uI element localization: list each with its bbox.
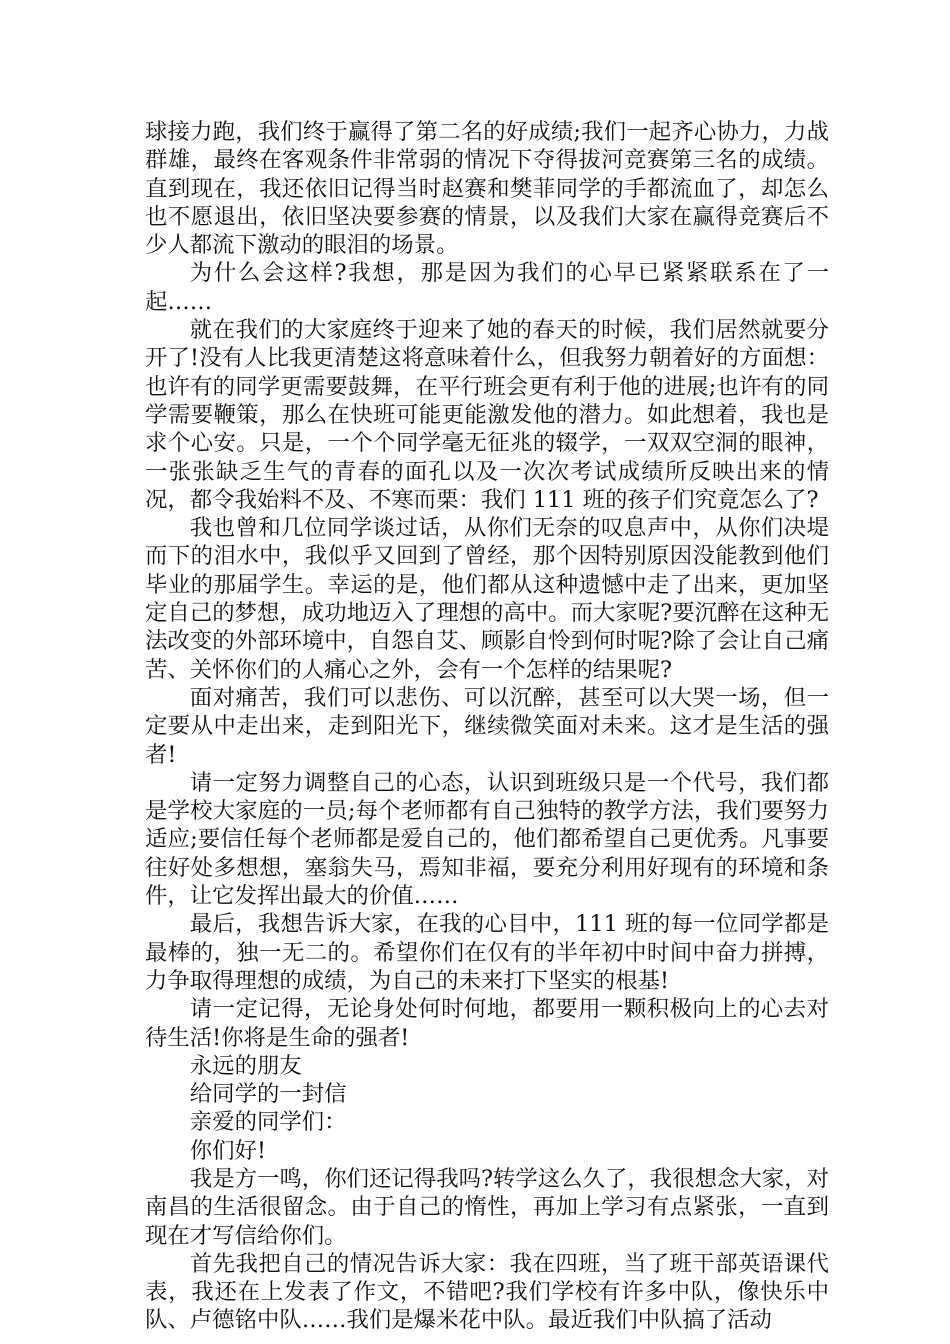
paragraph: 我也曾和几位同学谈过话，从你们无奈的叹息声中，从你们决堤而下的泪水中，我似乎又回到了曾经，那个因特别原因没能教到他们毕业的那届学生。幸运的是，他们都从这种遗憾中走了出来，更加坚定自己的梦想，成功地迈入了理想的高中。而大家呢?要沉醉在这种无法改变的外部环境中，自怨自艾、顾影自怜到何时呢?除了会让自己痛苦、关怀你们的人痛心之外，会有一个怎样的结果呢? — [145, 515, 829, 683]
paragraph: 为什么会这样?我想，那是因为我们的心早已紧紧联系在了一起…… — [145, 260, 829, 315]
paragraph: 面对痛苦，我们可以悲伤、可以沉醉，甚至可以大哭一场，但一定要从中走出来，走到阳光下，继续微笑面对未来。这才是生活的强者! — [145, 684, 829, 768]
paragraph: 最后，我想告诉大家，在我的心目中，111 班的每一位同学都是最棒的，独一无二的。希望你们在仅有的半年初中时间中奋力拼搏，力争取得理想的成绩，为自己的未来打下坚实的根基! — [145, 911, 829, 994]
paragraph: 请一定记得，无论身处何时何地，都要用一颗积极向上的心去对待生活!你将是生命的强者! — [145, 996, 829, 1051]
paragraph-continuation: 球接力跑，我们终于赢得了第二名的好成绩;我们一起齐心协力，力战群雄，最终在客观条件非常弱的情况下夺得拔河竞赛第三名的成绩。直到现在，我还依旧记得当时赵赛和樊菲同学的手都流血了，却怎么也不愿退出，依旧坚决要参赛的情景，以及我们大家在赢得竞赛后不少人都流下激动的眼泪的场景。 — [145, 119, 829, 259]
signature-line: 永远的朋友 — [189, 1052, 302, 1079]
greeting: 你们好! — [189, 1137, 266, 1164]
paragraph: 我是方一鸣，你们还记得我吗?转学这么久了，我很想念大家，对南昌的生活很留念。由于自己的惰性，再加上学习有点紧张，一直到现在才写信给你们。 — [145, 1165, 829, 1249]
salutation: 亲爱的同学们： — [189, 1109, 347, 1136]
paragraph: 请一定努力调整自己的心态，认识到班级只是一个代号，我们都是学校大家庭的一员;每个老师都有自己独特的教学方法，我们要努力适应;要信任每个老师都是爱自己的，他们都希望自己更优秀。凡事要往好处多想想，塞翁失马，焉知非福，要充分利用好现有的环境和条件，让它发挥出最大的价值…… — [145, 769, 829, 910]
paragraph: 就在我们的大家庭终于迎来了她的春天的时候，我们居然就要分开了!没有人比我更清楚这将意味着什么，但我努力朝着好的方面想：也许有的同学更需要鼓舞，在平行班会更有利于他的进展;也许有的同学需要鞭策，那么在快班可能更能激发他的潜力。如此想着，我也是求个心安。只是，一个个同学毫无征兆的辍学，一双双空洞的眼神，一张张缺乏生气的青春的面孔以及一次次考试成绩所反映出来的情况，都令我始料不及、不寒而栗：我们 111 班的孩子们究竟怎么了? — [145, 317, 829, 513]
letter-title: 给同学的一封信 — [189, 1081, 347, 1108]
document-page — [145, 118, 829, 1335]
paragraph: 首先我把自己的情况告诉大家：我在四班，当了班干部英语课代表，我还在上发表了作文，不错吧?我们学校有许多中队，像快乐中队、卢德铭中队……我们是爆米花中队。最近我们中队搞了活动 — [145, 1250, 829, 1334]
